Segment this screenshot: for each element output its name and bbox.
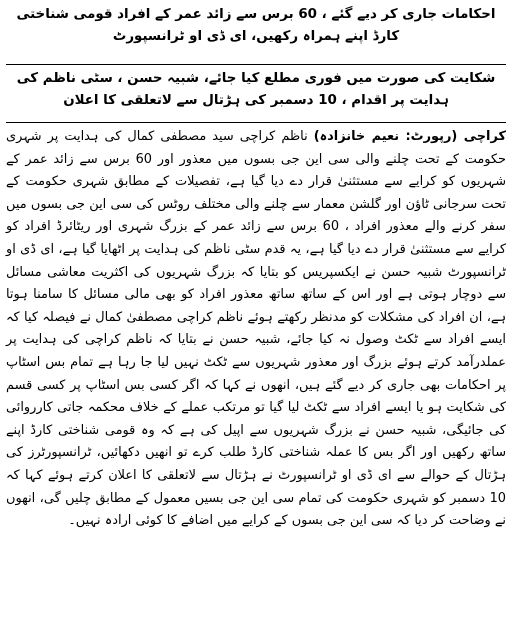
byline: کراچی (رپورٹ: نعیم خانزادہ) xyxy=(313,129,506,144)
headline-divider xyxy=(6,64,506,65)
headline-primary: احکامات جاری کر دیے گئے ، 60 برس سے زائد عمر کے افراد قومی شناختی کارڈ اپنے ہمراہ رکھیں، ای ڈی او ٹرانسپورٹ xyxy=(16,7,496,44)
article-text: ناظم کراچی سید مصطفی کمال کی ہدایت پر شہری حکومت کے تحت چلنے والی سی این جی بسوں میں معذور اور 60 برس سے زائد عمر کے شہریوں کو کرایے سے مستثنیٰ قرار دے دیا گیا ہے، تفصیلات کے مطابق شہری حکومت کے تحت سرجانی ٹاؤن اور گلشن معمار سے چلنے والی مختلف روٹس کی سی این جی بسوں میں سفر کرنے والے معذور افراد ، 60 برس سے زائد عمر کے بزرگ شہری اور ریٹائرڈ افراد کو کرایے سے مستثنیٰ قرار دے دیا گیا ہے، یہ قدم سٹی ناظم کی ہدایت پر اٹھایا گیا ہے، ای ڈی او ٹرانسپورٹ شبیہ حسن نے ایکسپریس کو بتایا کہ بزرگ شہریوں کی اکثریت معاشی مسائل سے دوچار ہوتی ہے اور اس کے ساتھ ساتھ معذور افراد کو بھی مالی مسائل کا سامنا ہوتا ہے، ان افراد کی مشکلات کو مدنظر رکھتے ہوئے ناظم کراچی مصطفیٰ کمال نے فیصلہ کیا کہ ایسے افراد سے ٹکٹ وصول نہ کیا جائے، شبیہ حسن نے بتایا کہ ناظم کراچی کی ہدایت پر عملدرآمد کرتے ہوئے بزرگ اور معذور شہریوں سے ٹکٹ نہیں لیا جا رہا ہے تمام بس اسٹاپ پر احکامات بھی جاری کر دیے گئے ہیں، انھوں نے کہا کہ اگر کسی بس اسٹاپ پر کسی قسم کی شکایت ہو یا ایسے افراد سے ٹکٹ لیا گیا تو مرتکب عملے کے خلاف محکمہ جاتی کارروائی کی جائیگی، شبیہ حسن نے بزرگ شہریوں سے اپیل کی ہے کہ وہ قومی شناختی کارڈ اپنے ساتھ رکھیں اور اگر بس کا عملہ شناختی کارڈ طلب کرے تو انھیں دکھائیں، ٹرانسپورٹرز کی ہڑتال کے حوالے سے ای ڈی او ٹرانسپورٹ نے ہڑتال سے لاتعلقی کا اعلان کرتے ہوئے کہا کہ 10 دسمبر کو شہری حکومت کی تمام سی این جی بسیں معمول کے مطابق چلیں گی، انھوں نے وضاحت کر دیا کہ سی این جی بسوں کے کرایے میں اضافے کا کوئی ارادہ نہیں۔ xyxy=(6,129,507,529)
headline-secondary: شکایت کی صورت میں فوری مطلع کیا جائے، شبیہ حسن ، سٹی ناظم کی ہدایت پر اقدام ، 10 دسمبر کی ہڑتال سے لاتعلقی کا اعلان xyxy=(16,71,496,108)
article-body xyxy=(6,126,506,533)
body-divider xyxy=(6,122,506,123)
